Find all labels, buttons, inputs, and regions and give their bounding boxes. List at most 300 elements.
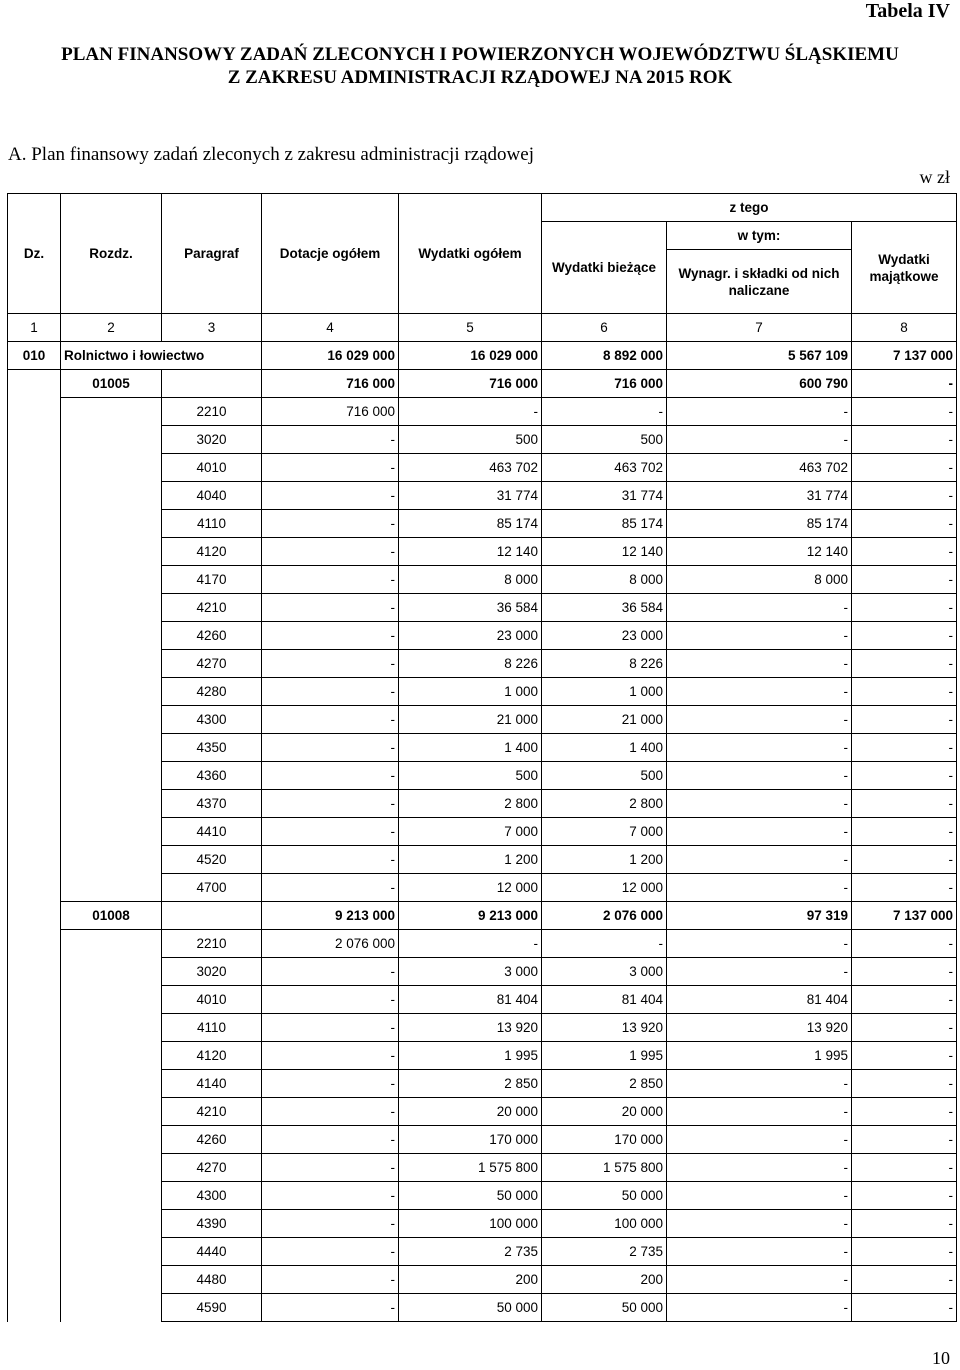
- majatkowe-cell: -: [852, 1126, 957, 1154]
- table-row: [8, 790, 957, 818]
- dotacje-cell: -: [262, 1126, 399, 1154]
- paragraf-cell: 4270: [162, 1154, 262, 1182]
- paragraf-cell: 4170: [162, 566, 262, 594]
- paragraf-cell: 4110: [162, 1014, 262, 1042]
- rozdz-cell: [61, 930, 162, 958]
- biezace-cell: 3 000: [542, 958, 667, 986]
- wydatki-cell: 13 920: [399, 1014, 542, 1042]
- dz-cell: [8, 734, 61, 762]
- table-row: [8, 1210, 957, 1238]
- biezace-cell: 463 702: [542, 454, 667, 482]
- table-row: [8, 594, 957, 622]
- wydatki-cell: 23 000: [399, 622, 542, 650]
- wynagr-cell: -: [667, 1182, 852, 1210]
- wydatki-cell: 2 800: [399, 790, 542, 818]
- dotacje-cell: -: [262, 1098, 399, 1126]
- wydatki-cell: -: [399, 398, 542, 426]
- majatkowe-cell: -: [852, 370, 957, 398]
- paragraf-cell: 4120: [162, 1042, 262, 1070]
- majatkowe-cell: -: [852, 986, 957, 1014]
- dotacje-cell: 716 000: [262, 398, 399, 426]
- dotacje-cell: -: [262, 846, 399, 874]
- rozdz-cell: [61, 1070, 162, 1098]
- wydatki-cell: 716 000: [399, 370, 542, 398]
- dz-cell: [8, 1098, 61, 1126]
- paragraf-cell: 4590: [162, 1294, 262, 1322]
- majatkowe-cell: 7 137 000: [852, 342, 957, 370]
- wynagr-cell: -: [667, 594, 852, 622]
- dotacje-cell: -: [262, 650, 399, 678]
- paragraf-cell: 4370: [162, 790, 262, 818]
- dz-cell: [8, 1294, 61, 1322]
- wydatki-cell: 170 000: [399, 1126, 542, 1154]
- dz-cell: [8, 622, 61, 650]
- column-number: 3: [162, 314, 262, 342]
- wynagr-cell: -: [667, 874, 852, 902]
- biezace-cell: 36 584: [542, 594, 667, 622]
- rozdz-cell: [61, 790, 162, 818]
- wynagr-cell: -: [667, 1266, 852, 1294]
- rozdz-cell: [61, 1014, 162, 1042]
- wynagr-cell: 463 702: [667, 454, 852, 482]
- majatkowe-cell: -: [852, 734, 957, 762]
- biezace-cell: 100 000: [542, 1210, 667, 1238]
- dotacje-cell: -: [262, 1154, 399, 1182]
- section-title: A. Plan finansowy zadań zleconych z zakresu administracji rządowej: [8, 144, 534, 165]
- biezace-cell: 31 774: [542, 482, 667, 510]
- biezace-cell: 716 000: [542, 370, 667, 398]
- table-row: [8, 482, 957, 510]
- majatkowe-cell: -: [852, 650, 957, 678]
- majatkowe-cell: -: [852, 454, 957, 482]
- dz-cell: [8, 1182, 61, 1210]
- dz-cell: [8, 818, 61, 846]
- majatkowe-cell: -: [852, 622, 957, 650]
- majatkowe-cell: -: [852, 706, 957, 734]
- paragraf-cell: 4260: [162, 622, 262, 650]
- wynagr-cell: -: [667, 706, 852, 734]
- wydatki-cell: 500: [399, 762, 542, 790]
- dotacje-cell: -: [262, 594, 399, 622]
- column-number: 7: [667, 314, 852, 342]
- dz-cell: [8, 538, 61, 566]
- wynagr-cell: -: [667, 426, 852, 454]
- majatkowe-cell: -: [852, 930, 957, 958]
- dz-cell: [8, 678, 61, 706]
- table-row: [8, 622, 957, 650]
- dotacje-cell: 2 076 000: [262, 930, 399, 958]
- table-row: [8, 958, 957, 986]
- wynagr-cell: -: [667, 1070, 852, 1098]
- column-number: 2: [61, 314, 162, 342]
- majatkowe-cell: -: [852, 818, 957, 846]
- biezace-cell: 500: [542, 426, 667, 454]
- rozdz-cell: [61, 706, 162, 734]
- page-title: [0, 43, 960, 89]
- dotacje-cell: -: [262, 762, 399, 790]
- biezace-cell: 12 140: [542, 538, 667, 566]
- wydatki-cell: 1 200: [399, 846, 542, 874]
- wynagr-cell: -: [667, 930, 852, 958]
- rozdz-cell: 01005: [61, 370, 162, 398]
- paragraf-cell: 2210: [162, 398, 262, 426]
- majatkowe-cell: -: [852, 566, 957, 594]
- dz-cell: [8, 986, 61, 1014]
- wydatki-cell: 31 774: [399, 482, 542, 510]
- dz-cell: 010: [8, 342, 61, 370]
- paragraf-cell: 4110: [162, 510, 262, 538]
- wydatki-cell: 12 000: [399, 874, 542, 902]
- table-row: [8, 1266, 957, 1294]
- majatkowe-cell: -: [852, 790, 957, 818]
- biezace-cell: 23 000: [542, 622, 667, 650]
- dotacje-cell: -: [262, 986, 399, 1014]
- rozdz-cell: [61, 426, 162, 454]
- wydatki-cell: 8 226: [399, 650, 542, 678]
- wydatki-cell: 50 000: [399, 1182, 542, 1210]
- wydatki-cell: 12 140: [399, 538, 542, 566]
- wynagr-cell: 600 790: [667, 370, 852, 398]
- biezace-cell: 50 000: [542, 1182, 667, 1210]
- dz-cell: [8, 902, 61, 930]
- rozdz-cell: [61, 538, 162, 566]
- table-row: [8, 818, 957, 846]
- wydatki-cell: 2 850: [399, 1070, 542, 1098]
- table-row: [8, 454, 957, 482]
- biezace-cell: 2 076 000: [542, 902, 667, 930]
- biezace-cell: 1 400: [542, 734, 667, 762]
- wydatki-cell: -: [399, 930, 542, 958]
- dz-cell: [8, 1042, 61, 1070]
- column-number: 8: [852, 314, 957, 342]
- rozdz-cell: [61, 454, 162, 482]
- dz-cell: [8, 930, 61, 958]
- majatkowe-cell: -: [852, 762, 957, 790]
- rozdz-cell: [61, 1210, 162, 1238]
- biezace-cell: 1 000: [542, 678, 667, 706]
- column-number: 5: [399, 314, 542, 342]
- paragraf-cell: 4700: [162, 874, 262, 902]
- wynagr-cell: -: [667, 734, 852, 762]
- paragraf-cell: 4360: [162, 762, 262, 790]
- dz-cell: [8, 1014, 61, 1042]
- majatkowe-cell: -: [852, 538, 957, 566]
- rozdz-cell: [61, 650, 162, 678]
- wydatki-cell: 50 000: [399, 1294, 542, 1322]
- dz-name-cell: Rolnictwo i łowiectwo: [61, 342, 262, 370]
- wynagr-cell: -: [667, 1126, 852, 1154]
- dz-cell: [8, 370, 61, 398]
- col-header-w-tym: w tym:: [667, 222, 852, 250]
- biezace-cell: 8 892 000: [542, 342, 667, 370]
- majatkowe-cell: 7 137 000: [852, 902, 957, 930]
- dotacje-cell: -: [262, 1042, 399, 1070]
- title-line-2: Z ZAKRESU ADMINISTRACJI RZĄDOWEJ NA 2015 ROK: [227, 67, 733, 88]
- table-row: [8, 1126, 957, 1154]
- wydatki-cell: 36 584: [399, 594, 542, 622]
- dz-cell: [8, 706, 61, 734]
- biezace-cell: 13 920: [542, 1014, 667, 1042]
- wynagr-cell: 8 000: [667, 566, 852, 594]
- wynagr-cell: 12 140: [667, 538, 852, 566]
- paragraf-cell: 4210: [162, 1098, 262, 1126]
- biezace-cell: 20 000: [542, 1098, 667, 1126]
- col-header-dotacje: Dotacje ogółem: [262, 194, 399, 314]
- table-row: [8, 1070, 957, 1098]
- wydatki-cell: 3 000: [399, 958, 542, 986]
- wynagr-cell: 85 174: [667, 510, 852, 538]
- dotacje-cell: -: [262, 818, 399, 846]
- table-row: [8, 902, 957, 930]
- rozdz-cell: [61, 874, 162, 902]
- majatkowe-cell: -: [852, 1070, 957, 1098]
- rozdz-cell: [61, 594, 162, 622]
- rozdz-cell: [61, 678, 162, 706]
- dotacje-cell: -: [262, 1294, 399, 1322]
- table-header: [8, 194, 957, 342]
- dotacje-cell: -: [262, 678, 399, 706]
- table-row: [8, 678, 957, 706]
- dz-cell: [8, 958, 61, 986]
- paragraf-cell: 4040: [162, 482, 262, 510]
- column-numbers-row: [8, 314, 957, 342]
- majatkowe-cell: -: [852, 1014, 957, 1042]
- dz-cell: [8, 1266, 61, 1294]
- wynagr-cell: -: [667, 622, 852, 650]
- biezace-cell: 50 000: [542, 1294, 667, 1322]
- paragraf-cell: 4350: [162, 734, 262, 762]
- paragraf-cell: 4140: [162, 1070, 262, 1098]
- wydatki-cell: 7 000: [399, 818, 542, 846]
- dotacje-cell: -: [262, 482, 399, 510]
- title-line-1: PLAN FINANSOWY ZADAŃ ZLECONYCH I POWIERZONYCH WOJEWÓDZTWU ŚLĄSKIEMU: [61, 44, 899, 65]
- dz-cell: [8, 790, 61, 818]
- table-row: [8, 1014, 957, 1042]
- rozdz-cell: [61, 762, 162, 790]
- rozdz-cell: [61, 566, 162, 594]
- wydatki-cell: 2 735: [399, 1238, 542, 1266]
- dz-cell: [8, 762, 61, 790]
- biezace-cell: 1 200: [542, 846, 667, 874]
- wydatki-cell: 1 575 800: [399, 1154, 542, 1182]
- majatkowe-cell: -: [852, 510, 957, 538]
- table-row: [8, 874, 957, 902]
- table-body: [8, 342, 957, 1322]
- dotacje-cell: -: [262, 1070, 399, 1098]
- table-row: [8, 1238, 957, 1266]
- table-row: [8, 566, 957, 594]
- wynagr-cell: -: [667, 678, 852, 706]
- table-row: [8, 510, 957, 538]
- table-row: [8, 1154, 957, 1182]
- table-row: [8, 1182, 957, 1210]
- col-header-dz: Dz.: [8, 194, 61, 314]
- paragraf-cell: 2210: [162, 930, 262, 958]
- rozdz-cell: 01008: [61, 902, 162, 930]
- wynagr-cell: -: [667, 1238, 852, 1266]
- dz-cell: [8, 398, 61, 426]
- biezace-cell: 8 000: [542, 566, 667, 594]
- paragraf-cell: 4480: [162, 1266, 262, 1294]
- rozdz-cell: [61, 1182, 162, 1210]
- biezace-cell: 21 000: [542, 706, 667, 734]
- biezace-cell: 2 800: [542, 790, 667, 818]
- table-row: [8, 342, 957, 370]
- wynagr-cell: -: [667, 818, 852, 846]
- dotacje-cell: -: [262, 454, 399, 482]
- dotacje-cell: -: [262, 538, 399, 566]
- wynagr-cell: 1 995: [667, 1042, 852, 1070]
- paragraf-cell: [162, 902, 262, 930]
- page-number: 10: [932, 1348, 950, 1368]
- table-row: [8, 930, 957, 958]
- rozdz-cell: [61, 958, 162, 986]
- wydatki-cell: 21 000: [399, 706, 542, 734]
- biezace-cell: 1 995: [542, 1042, 667, 1070]
- wydatki-cell: 463 702: [399, 454, 542, 482]
- wydatki-cell: 1 995: [399, 1042, 542, 1070]
- col-header-rozdz: Rozdz.: [61, 194, 162, 314]
- table-row: [8, 426, 957, 454]
- wydatki-cell: 500: [399, 426, 542, 454]
- column-number: 4: [262, 314, 399, 342]
- biezace-cell: 8 226: [542, 650, 667, 678]
- rozdz-cell: [61, 1294, 162, 1322]
- dz-cell: [8, 566, 61, 594]
- dotacje-cell: -: [262, 1266, 399, 1294]
- wynagr-cell: -: [667, 650, 852, 678]
- col-header-majatkowe: Wydatki majątkowe: [852, 222, 957, 314]
- wynagr-cell: -: [667, 1294, 852, 1322]
- dotacje-cell: -: [262, 1238, 399, 1266]
- dotacje-cell: -: [262, 426, 399, 454]
- wydatki-cell: 1 400: [399, 734, 542, 762]
- dotacje-cell: -: [262, 706, 399, 734]
- table-row: [8, 650, 957, 678]
- paragraf-cell: 4280: [162, 678, 262, 706]
- majatkowe-cell: -: [852, 1042, 957, 1070]
- majatkowe-cell: -: [852, 1098, 957, 1126]
- wydatki-cell: 100 000: [399, 1210, 542, 1238]
- table-row: [8, 762, 957, 790]
- table-row: [8, 734, 957, 762]
- table-row: [8, 1098, 957, 1126]
- dotacje-cell: -: [262, 1210, 399, 1238]
- dotacje-cell: 716 000: [262, 370, 399, 398]
- column-number: 6: [542, 314, 667, 342]
- biezace-cell: 2 735: [542, 1238, 667, 1266]
- biezace-cell: 12 000: [542, 874, 667, 902]
- majatkowe-cell: -: [852, 1154, 957, 1182]
- dotacje-cell: -: [262, 566, 399, 594]
- dz-cell: [8, 454, 61, 482]
- rozdz-cell: [61, 734, 162, 762]
- paragraf-cell: 4520: [162, 846, 262, 874]
- biezace-cell: 1 575 800: [542, 1154, 667, 1182]
- majatkowe-cell: -: [852, 678, 957, 706]
- wydatki-cell: 200: [399, 1266, 542, 1294]
- paragraf-cell: 4300: [162, 706, 262, 734]
- paragraf-cell: 4210: [162, 594, 262, 622]
- wynagr-cell: -: [667, 398, 852, 426]
- dz-cell: [8, 594, 61, 622]
- paragraf-cell: 4390: [162, 1210, 262, 1238]
- majatkowe-cell: -: [852, 426, 957, 454]
- dotacje-cell: -: [262, 1014, 399, 1042]
- rozdz-cell: [61, 1042, 162, 1070]
- dotacje-cell: -: [262, 790, 399, 818]
- paragraf-cell: [162, 370, 262, 398]
- dotacje-cell: 16 029 000: [262, 342, 399, 370]
- rozdz-cell: [61, 1098, 162, 1126]
- biezace-cell: 85 174: [542, 510, 667, 538]
- paragraf-cell: 4270: [162, 650, 262, 678]
- rozdz-cell: [61, 1266, 162, 1294]
- rozdz-cell: [61, 510, 162, 538]
- dz-cell: [8, 1238, 61, 1266]
- wydatki-cell: 20 000: [399, 1098, 542, 1126]
- paragraf-cell: 4120: [162, 538, 262, 566]
- majatkowe-cell: -: [852, 874, 957, 902]
- paragraf-cell: 4440: [162, 1238, 262, 1266]
- majatkowe-cell: -: [852, 846, 957, 874]
- majatkowe-cell: -: [852, 1266, 957, 1294]
- rozdz-cell: [61, 818, 162, 846]
- wynagr-cell: 5 567 109: [667, 342, 852, 370]
- dz-cell: [8, 1070, 61, 1098]
- wynagr-cell: -: [667, 958, 852, 986]
- wydatki-cell: 9 213 000: [399, 902, 542, 930]
- majatkowe-cell: -: [852, 1294, 957, 1322]
- col-header-wynagr: Wynagr. i składki od nich naliczane: [667, 250, 852, 314]
- table-row: [8, 1042, 957, 1070]
- dz-cell: [8, 426, 61, 454]
- wydatki-cell: 1 000: [399, 678, 542, 706]
- rozdz-cell: [61, 846, 162, 874]
- wydatki-cell: 81 404: [399, 986, 542, 1014]
- table-row: [8, 706, 957, 734]
- rozdz-cell: [61, 482, 162, 510]
- rozdz-cell: [61, 622, 162, 650]
- wynagr-cell: -: [667, 1098, 852, 1126]
- dz-cell: [8, 510, 61, 538]
- wynagr-cell: 31 774: [667, 482, 852, 510]
- table-row: [8, 846, 957, 874]
- dotacje-cell: 9 213 000: [262, 902, 399, 930]
- wynagr-cell: -: [667, 1154, 852, 1182]
- table-row: [8, 538, 957, 566]
- wydatki-cell: 85 174: [399, 510, 542, 538]
- biezace-cell: 2 850: [542, 1070, 667, 1098]
- paragraf-cell: 4300: [162, 1182, 262, 1210]
- dz-cell: [8, 846, 61, 874]
- dotacje-cell: -: [262, 510, 399, 538]
- wynagr-cell: -: [667, 762, 852, 790]
- dz-cell: [8, 1210, 61, 1238]
- dotacje-cell: -: [262, 874, 399, 902]
- paragraf-cell: 4410: [162, 818, 262, 846]
- rozdz-cell: [61, 1126, 162, 1154]
- wydatki-cell: 16 029 000: [399, 342, 542, 370]
- col-header-z-tego: z tego: [542, 194, 957, 222]
- biezace-cell: 500: [542, 762, 667, 790]
- paragraf-cell: 4010: [162, 454, 262, 482]
- dz-cell: [8, 1154, 61, 1182]
- unit-label: w zł: [919, 167, 950, 187]
- majatkowe-cell: -: [852, 594, 957, 622]
- table-row: [8, 986, 957, 1014]
- majatkowe-cell: -: [852, 1182, 957, 1210]
